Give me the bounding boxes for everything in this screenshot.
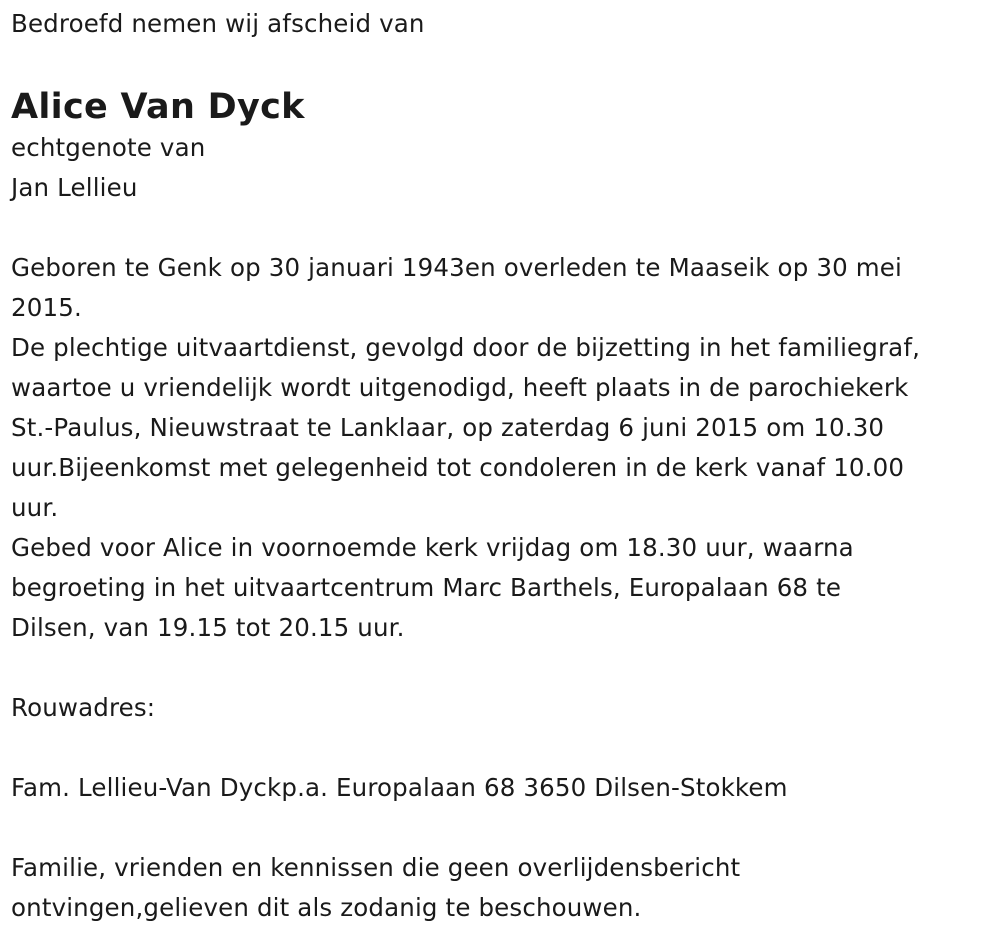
- closing-line: Familie, vrienden en kennissen die geen overlijdensbericht: [11, 853, 741, 882]
- closing-line: ontvingen,gelieven dit als zodanig te beschouwen.: [11, 893, 642, 922]
- deceased-name: Alice Van Dyck: [11, 87, 305, 127]
- closing-paragraph: [11, 848, 1000, 928]
- mourning-address-label: Rouwadres:: [11, 693, 156, 722]
- spacer: [11, 728, 1000, 768]
- details-line: De plechtige uitvaartdienst, gevolgd door de bijzetting in het familiegraf,: [11, 333, 921, 362]
- details-line: begroeting in het uitvaartcentrum Marc Barthels, Europalaan 68 te: [11, 573, 842, 602]
- spacer: [11, 44, 1000, 84]
- details-paragraph: [11, 248, 1000, 648]
- spacer: [11, 208, 1000, 248]
- mourning-address: Fam. Lellieu-Van Dyckp.a. Europalaan 68 3650 Dilsen-Stokkem: [11, 773, 788, 802]
- details-line: uur.Bijeenkomst met gelegenheid tot condoleren in de kerk vanaf 10.00: [11, 453, 905, 482]
- details-line: Dilsen, van 19.15 tot 20.15 uur.: [11, 613, 405, 642]
- details-line: Gebed voor Alice in voornoemde kerk vrijdag om 18.30 uur, waarna: [11, 533, 854, 562]
- intro-text: Bedroefd nemen wij afscheid van: [11, 9, 425, 38]
- details-line: St.-Paulus, Nieuwstraat te Lanklaar, op zaterdag 6 juni 2015 om 10.30: [11, 413, 885, 442]
- details-line: 2015.: [11, 293, 82, 322]
- details-line: waartoe u vriendelijk wordt uitgenodigd, heeft plaats in de parochiekerk: [11, 373, 909, 402]
- relation-text: echtgenote van: [11, 133, 206, 162]
- spouse-name: Jan Lellieu: [11, 173, 138, 202]
- details-line: uur.: [11, 493, 59, 522]
- spacer: [11, 648, 1000, 688]
- spacer: [11, 808, 1000, 848]
- details-line: Geboren te Genk op 30 januari 1943en overleden te Maaseik op 30 mei: [11, 253, 902, 282]
